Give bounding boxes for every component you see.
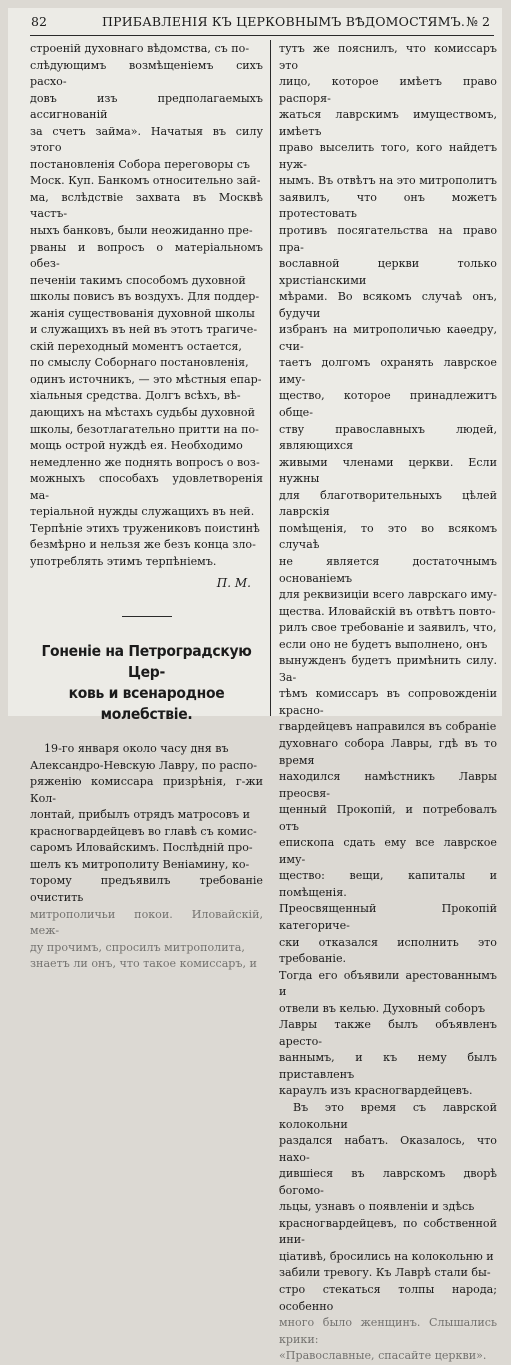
- text-line: щество, которое принадлежитъ обще-: [279, 389, 497, 420]
- text-line: саромъ Иловайскимъ. Послѣдній про-: [30, 841, 253, 855]
- text-line: торому предъявилъ требованіе очистить: [30, 874, 263, 904]
- text-line: вославной церкви только христіанскими: [279, 257, 497, 287]
- text-line: раздался набатъ. Оказалось, что нахо-: [279, 1134, 497, 1164]
- text-line: забили тревогу. Къ Лаврѣ стали бы-: [279, 1266, 491, 1280]
- text-line: ду прочимъ, спросилъ митрополита,: [30, 940, 245, 954]
- text-line: жаться лаврскимъ имуществомъ, имѣетъ: [279, 108, 497, 138]
- issue-number: № 2: [466, 14, 490, 29]
- text-line: Преосвященный Прокопій категориче-: [279, 902, 497, 932]
- text-line: митрополичьи покои. Иловайскій, меж-: [30, 907, 263, 938]
- text-line: жанія существованія духовной школы: [30, 306, 255, 320]
- text-line: заявилъ, что онъ можетъ протестовать: [279, 190, 497, 221]
- text-line: ваннымъ, и къ нему былъ приставленъ: [279, 1051, 497, 1081]
- text-line: избранъ на митрополичью каѳедру, счи-: [279, 323, 497, 353]
- text-line: теріальной нужды служащихъ въ ней.: [30, 505, 255, 519]
- text-line: безмѣрно и нельзя же безъ конца зло-: [30, 538, 256, 552]
- text-line: ству православныхъ людей, являющихся: [279, 422, 497, 453]
- page-number: 82: [31, 14, 47, 29]
- text-line: ціативѣ, бросились на колокольню и: [279, 1249, 494, 1263]
- text-line: епископа сдать ему все лаврское иму-: [279, 836, 497, 866]
- text-line: дающихъ на мѣстахъ судьбы духовной: [30, 406, 255, 420]
- article-paragraph: [279, 41, 497, 1100]
- text-line: Тогда его объявили арестованнымъ и: [279, 968, 497, 999]
- text-line: ски отказался исполнить это требованіе.: [279, 935, 497, 966]
- text-line: одинъ источникъ, — это мѣстныя епар-: [30, 372, 262, 386]
- text-line: помѣщенія, то это во всякомъ случаѣ: [279, 521, 497, 552]
- text-line: красногвардейцевъ, по собственной ини-: [279, 1216, 497, 1247]
- text-line: нымъ. Въ отвѣтъ на это митрополитъ: [279, 174, 497, 188]
- text-line: употреблять этимъ терпѣніемъ.: [30, 554, 217, 568]
- text-line: щества. Иловайскій въ отвѣтъ повто-: [279, 604, 496, 618]
- text-line: по смыслу Соборнаго постановленія,: [30, 356, 249, 370]
- text-line: Въ это время съ лаврской колокольни: [279, 1101, 497, 1131]
- article-paragraph: [30, 741, 263, 973]
- text-line: школы повисъ въ воздухъ. Для поддер-: [30, 290, 260, 304]
- text-line: дившіеся въ лаврскомъ дворѣ богомо-: [279, 1167, 497, 1197]
- text-line: противъ посягательства на право пра-: [279, 224, 497, 254]
- text-line: стро стекаться толпы народа; особенно: [279, 1283, 497, 1313]
- article-title-line: ковь и всенародное молебствіе.: [68, 684, 225, 724]
- text-line: если оно не будетъ выполнено, онъ: [279, 637, 488, 651]
- text-line: духовнаго собора Лавры, гдѣ въ то время: [279, 736, 497, 767]
- text-line: право выселить того, кого найдетъ нуж-: [279, 141, 497, 171]
- author-signature: П. М.: [216, 575, 251, 590]
- text-line: много было женщинъ. Слышались крики:: [279, 1316, 497, 1346]
- text-line: красногвардейцевъ во главѣ съ комис-: [30, 824, 257, 838]
- text-line: живыми членами церкви. Если нужны: [279, 455, 497, 486]
- text-line: отвели въ келью. Духовный соборъ: [279, 1001, 486, 1015]
- text-line: рилъ свое требованіе и заявилъ, что,: [279, 621, 497, 635]
- text-line: за счетъ займа». Начатыя въ силу этого: [30, 124, 263, 155]
- text-line: ныхъ банковъ, были неожиданно пре-: [30, 224, 253, 238]
- text-line: гвардейцевъ направился въ собраніе: [279, 720, 497, 734]
- text-line: находился намѣстникъ Лавры преосвя-: [279, 770, 497, 800]
- spacer: [30, 725, 263, 741]
- continued-paragraph: [30, 41, 263, 571]
- text-line: караулъ изъ красногвардейцевъ.: [279, 1084, 473, 1098]
- text-line: школы, безотлагательно притти на по-: [30, 422, 259, 436]
- text-line: печеніи такимъ способомъ духовной: [30, 273, 246, 287]
- text-line: мощь острой нуждѣ ея. Необходимо: [30, 439, 243, 453]
- article-title-line: Гоненіе на Петроградскую Цер-: [41, 642, 252, 682]
- text-line: таетъ долгомъ охранять лаврское иму-: [279, 356, 497, 386]
- text-line: ма, вслѣдствіе захвата въ Москвѣ частъ-: [30, 190, 263, 221]
- text-line: довъ изъ предполагаемыхъ ассигнованій: [30, 91, 263, 122]
- text-line: рваны и вопросъ о матеріальномъ обез-: [30, 240, 263, 271]
- text-line: ряженію комиссара призрѣнія, г-жи Кол-: [30, 775, 263, 805]
- text-line: не является достаточнымъ основаніемъ: [279, 554, 497, 585]
- text-line: щество: вещи, капиталы и помѣщенія.: [279, 869, 497, 899]
- text-line: постановленія Собора переговоры съ: [30, 157, 250, 171]
- text-line: можныхъ способахъ удовлетворенія ма-: [30, 472, 263, 502]
- text-line: и служащихъ въ ней въ этотъ трагиче-: [30, 323, 258, 337]
- running-title: ПРИБАВЛЕНІЯ КЪ ЦЕРКОВНЫМЪ ВѢДОМОСТЯМЪ.: [102, 14, 466, 29]
- text-line: скій переходный моментъ остается,: [30, 339, 242, 353]
- column-divider: [270, 40, 271, 716]
- text-line: для благотворительныхъ цѣлей лаврскія: [279, 488, 497, 519]
- header-rule: [30, 35, 494, 36]
- article-paragraph: [279, 1100, 497, 1365]
- text-line: лицо, которое имѣетъ право распоря-: [279, 75, 497, 105]
- text-line: шелъ къ митрополиту Веніамину, ко-: [30, 857, 250, 871]
- text-line: Александро-Невскую Лавру, по распо-: [30, 758, 258, 772]
- article-title: [30, 641, 263, 725]
- text-line: знаетъ ли онъ, что такое комиссаръ, и: [30, 957, 257, 971]
- text-line: лонтай, прибылъ отрядъ матросовъ и: [30, 808, 250, 822]
- text-line: тѣмъ комиссаръ въ сопровожденіи красно-: [279, 687, 497, 717]
- text-line: мѣрами. Во всякомъ случаѣ онъ, будучи: [279, 290, 497, 320]
- text-line: тутъ же пояснилъ, что комиссаръ это: [279, 42, 497, 72]
- text-line: немедленно же поднять вопросъ о воз-: [30, 455, 260, 469]
- text-line: слѣдующимъ возмѣщеніемъ сихъ расхо-: [30, 58, 263, 89]
- text-line: строеній духовнаго вѣдомства, съ по-: [30, 42, 250, 55]
- text-line: для реквизиціи всего лаврскаго иму-: [279, 588, 497, 602]
- text-line: «Православные, спасайте церкви».: [279, 1349, 487, 1363]
- text-line: Моск. Куп. Банкомъ относительно зай-: [30, 174, 261, 188]
- text-line: льцы, узнавъ о появленіи и здѣсь: [279, 1200, 475, 1214]
- text-line: хіальныя средства. Долгъ всѣхъ, вѣ-: [30, 389, 241, 403]
- text-line: Терпѣніе этихъ тружениковъ поистинѣ: [30, 521, 260, 535]
- right-column: [279, 41, 497, 1365]
- text-line: Лавры также былъ объявленъ аресто-: [279, 1018, 497, 1048]
- text-line: 19-го января около часу дня въ: [44, 742, 229, 756]
- left-column: [30, 41, 263, 973]
- newspaper-page: [8, 8, 502, 1363]
- section-divider: [122, 616, 172, 617]
- text-line: щенный Прокопій, и потребовалъ отъ: [279, 803, 497, 833]
- text-line: вынужденъ будетъ примѣнить силу. За-: [279, 654, 497, 684]
